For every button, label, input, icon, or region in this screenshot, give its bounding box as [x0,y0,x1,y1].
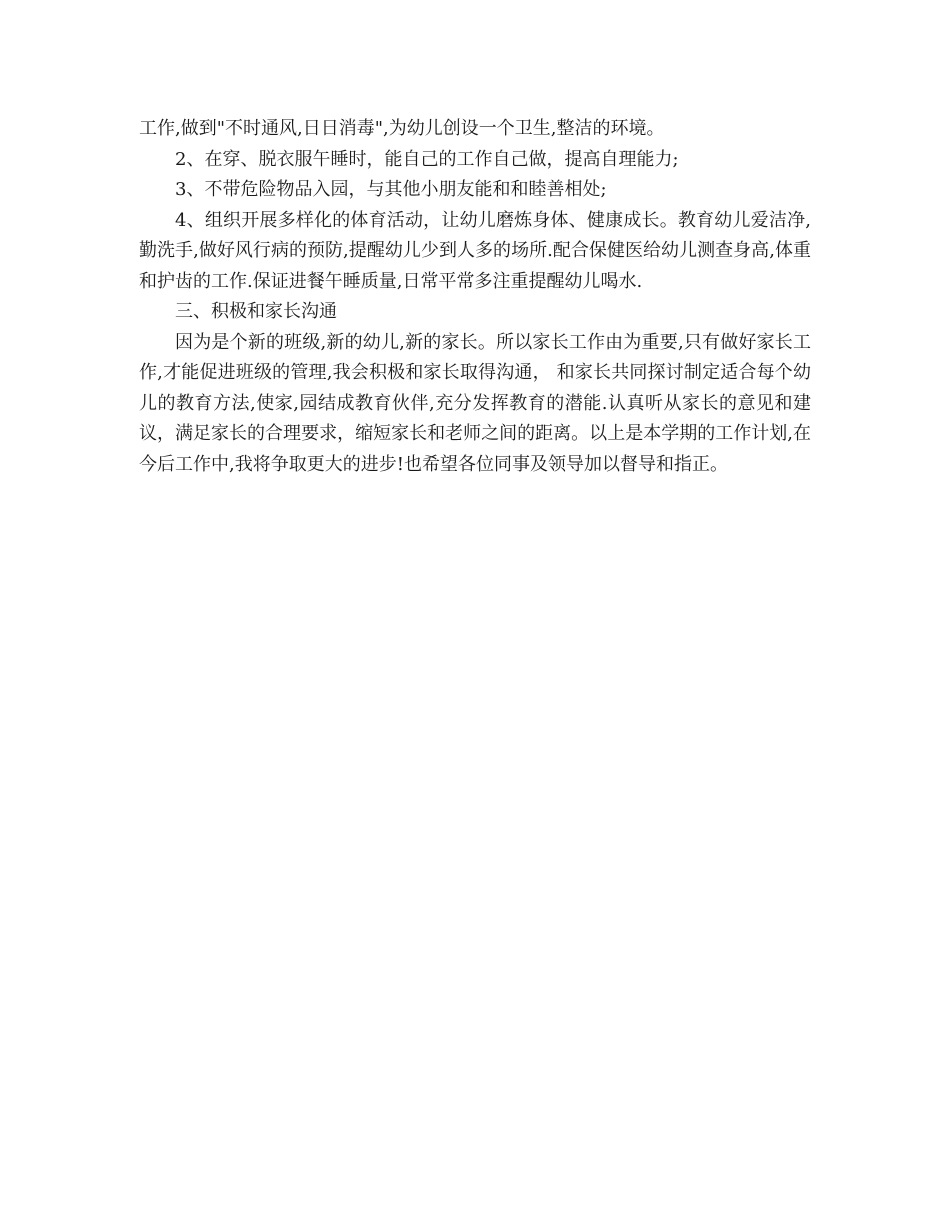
paragraph-item-3: 3、不带危险物品入园，与其他小朋友能和和睦善相处; [175,179,607,200]
paragraph-continued: 工作,做到"不时通风,日日消毒",为幼儿创设一个卫生,整洁的环境。 [139,118,665,139]
paragraph-parent-communication: 因为是个新的班级,新的幼儿,新的家长。所以家长工作由为重要,只有做好家长工作,才能促进班级的管理,我会积极和家长取得沟通， 和家长共同探讨制定适合每个幼儿的教育方法,使家,园结成教育伙伴,充分发挥教育的潜能.认真听从家长的意见和建议，满足家长的合理要求，缩短家长和老师之间的距离。以上是本学期的工作计划,在今后工作中,我将争取更大的进步!也希望各位同事及领导加以督导和指正。 [139,331,811,475]
paragraph-item-4: 4、组织开展多样化的体育活动，让幼儿磨炼身体、健康成长。教育幼儿爱洁净,勤洗手,做好风行病的预防,提醒幼儿少到人多的场所.配合保健医给幼儿测查身高,体重和护齿的工作.保证进餐午睡质量,日常平常多注重提醒幼儿喝水. [139,209,811,292]
document-body [139,114,811,480]
section-heading-parent-communication: 三、积极和家长沟通 [175,301,337,322]
paragraph-item-2: 2、在穿、脱衣服午睡时，能自己的工作自己做，提高自理能力; [175,148,679,170]
